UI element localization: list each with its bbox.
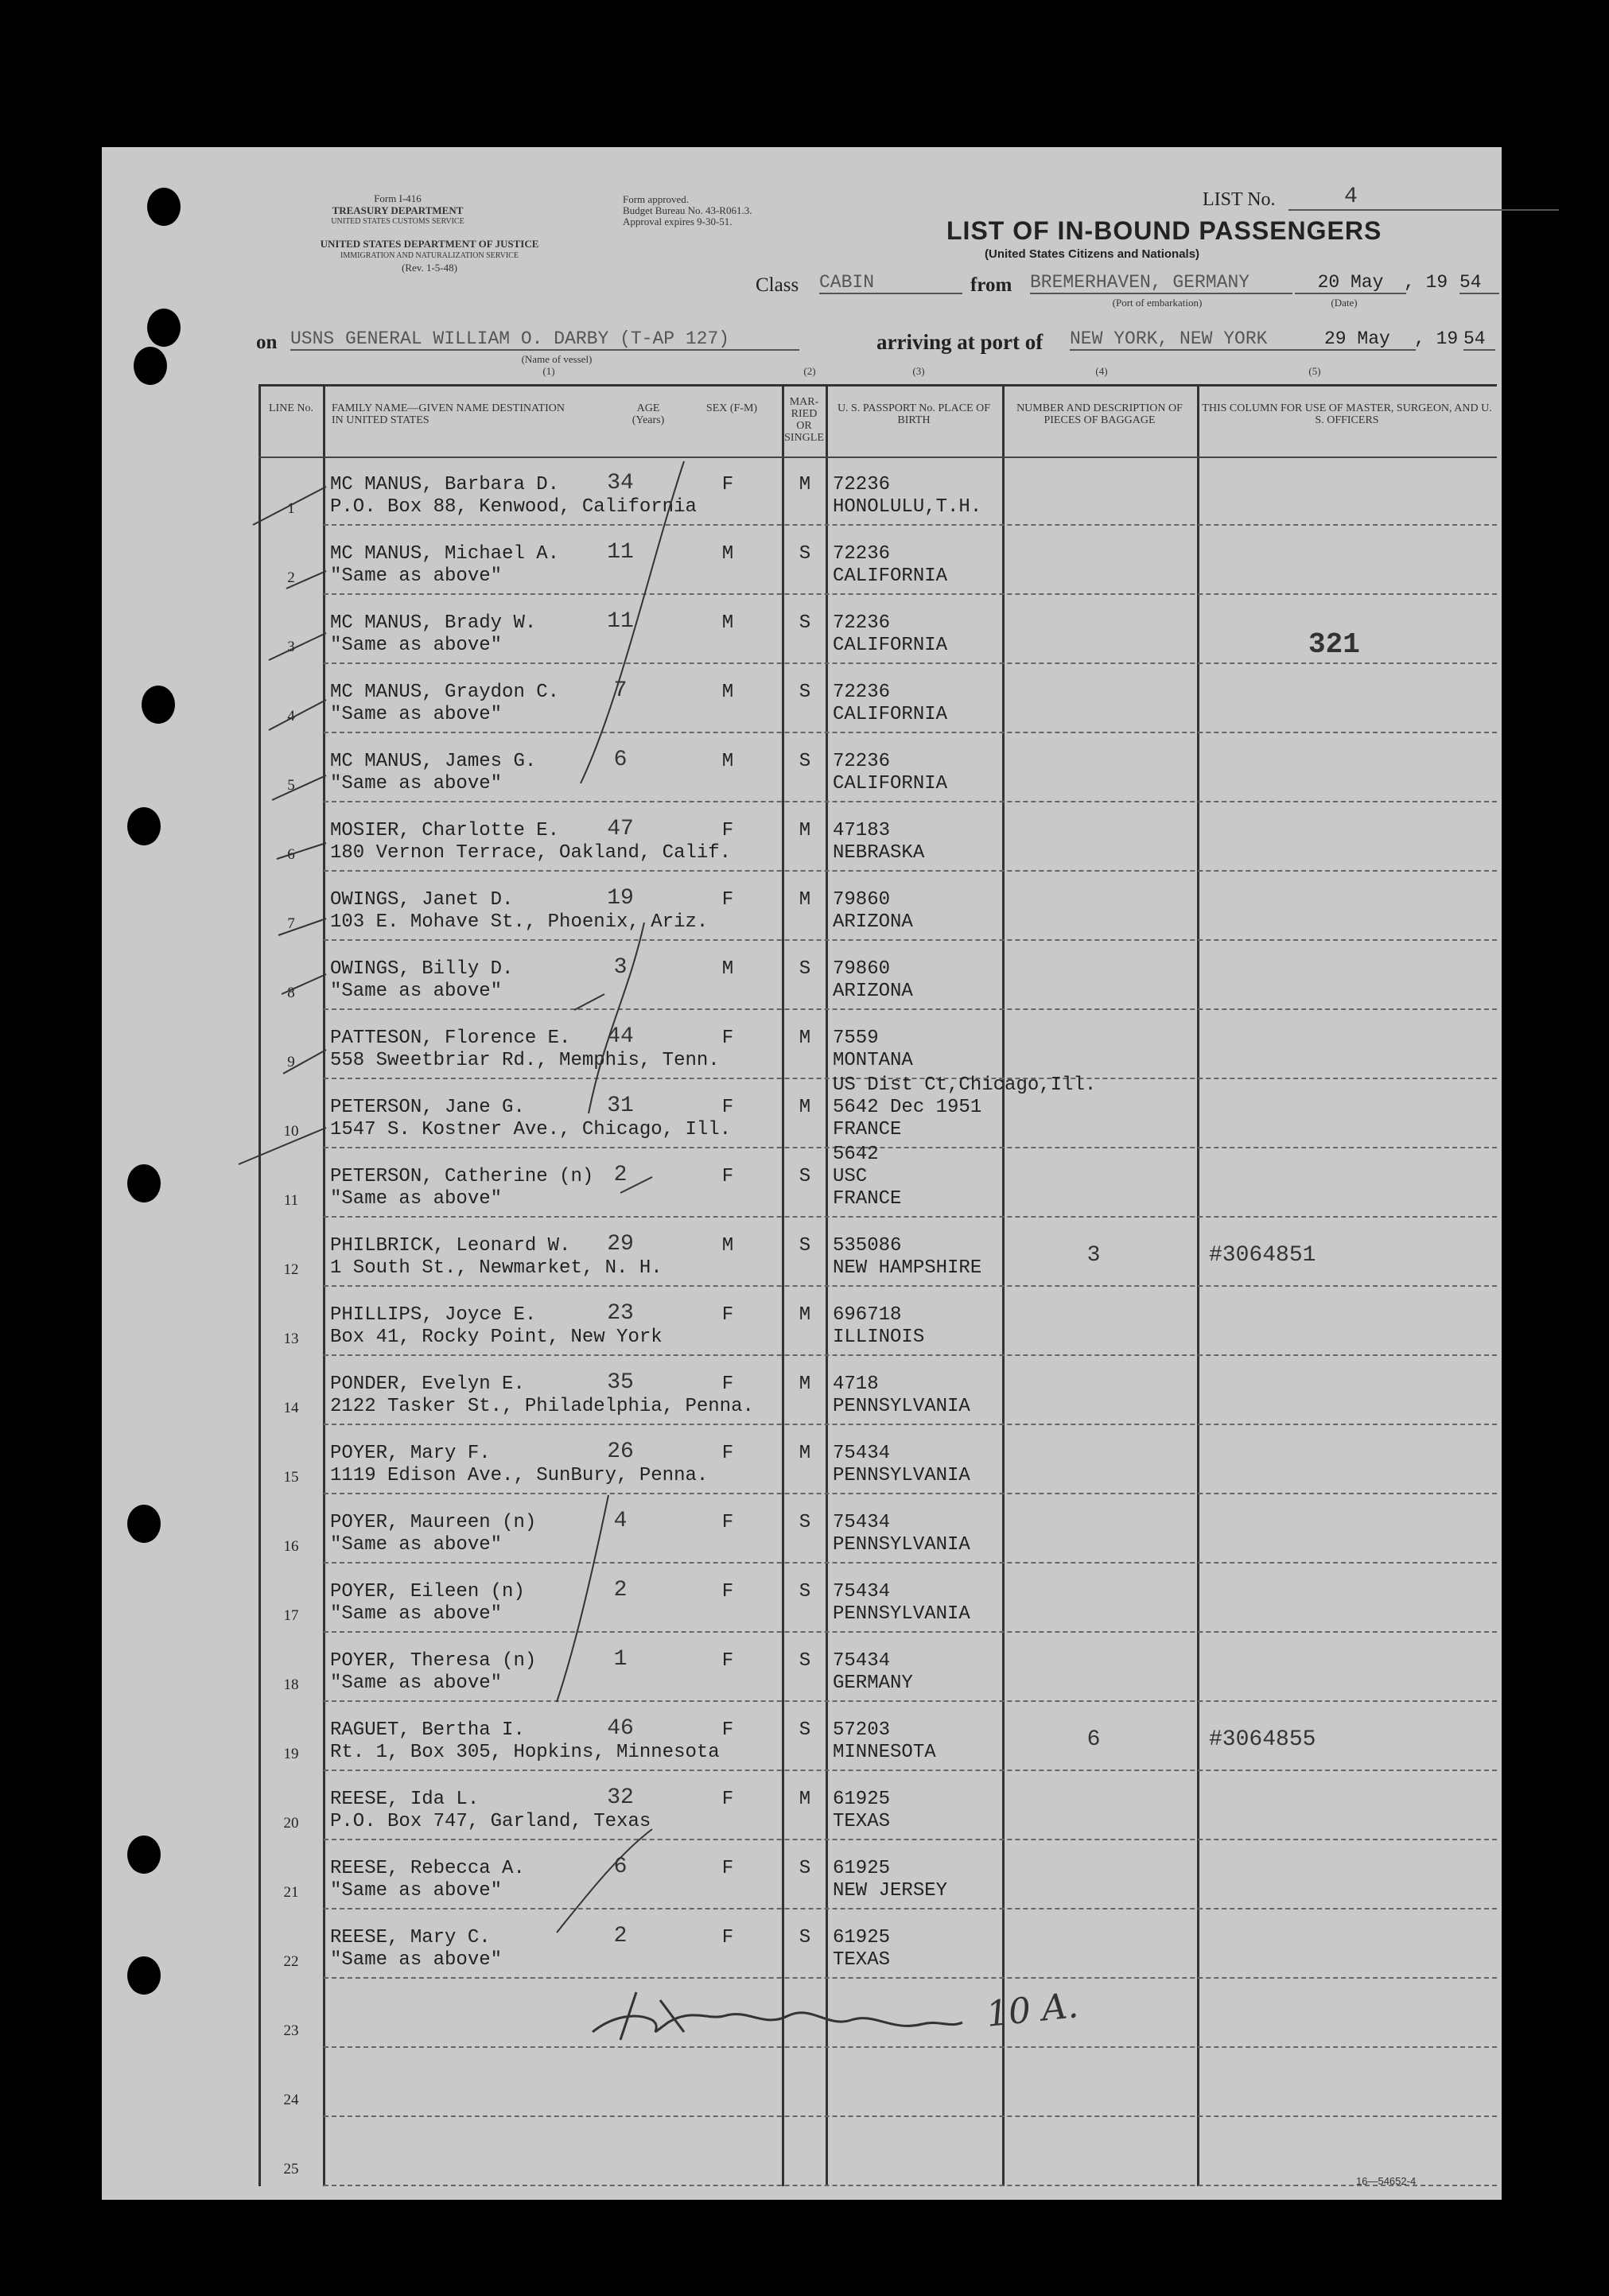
line-number: 15 xyxy=(283,1469,299,1486)
line-number: 24 xyxy=(283,2092,299,2108)
passenger-name: PHILBRICK, Leonard W. xyxy=(330,1235,571,1257)
list-no-label: LIST No. xyxy=(1203,189,1276,210)
passenger-name: MC MANUS, Barbara D. xyxy=(330,474,560,495)
arrival-port: NEW YORK, NEW YORK xyxy=(1070,328,1324,351)
place-of-birth: ARIZONA xyxy=(833,981,913,1002)
passenger-age: 26 xyxy=(607,1439,634,1464)
class-value: CABIN xyxy=(819,272,962,294)
passport-number: 5642 Dec 1951 xyxy=(833,1097,982,1118)
place-of-birth: FRANCE xyxy=(833,1188,902,1210)
passenger-age: 6 xyxy=(613,1855,628,1879)
marital-status: M xyxy=(799,1789,811,1810)
passenger-age: 1 xyxy=(613,1647,628,1672)
passenger-age: 31 xyxy=(607,1094,634,1118)
from-value: BREMERHAVEN, GERMANY xyxy=(1030,272,1292,294)
pen-stroke xyxy=(574,994,604,1010)
header-passport: U. S. PASSPORT No. PLACE OF BIRTH xyxy=(837,402,991,426)
arriving-label: arriving at port of xyxy=(876,330,1044,354)
line-number: 12 xyxy=(283,1261,299,1278)
marital-status: M xyxy=(799,1304,811,1326)
passenger-name: POYER, Eileen (n) xyxy=(330,1581,525,1603)
tick-mark xyxy=(272,775,326,800)
customs-service: UNITED STATES CUSTOMS SERVICE xyxy=(331,217,464,226)
line-number: 13 xyxy=(283,1331,299,1347)
passenger-age: 34 xyxy=(607,471,634,495)
place-of-birth: CALIFORNIA xyxy=(833,773,948,794)
pen-stroke xyxy=(557,1829,652,1933)
passenger-destination: P.O. Box 88, Kenwood, California xyxy=(330,496,697,518)
line-number: 19 xyxy=(283,1746,299,1762)
passenger-name: POYER, Maureen (n) xyxy=(330,1512,537,1533)
passenger-destination: 103 E. Mohave St., Phoenix, Ariz. xyxy=(330,911,709,933)
passenger-age: 7 xyxy=(613,678,628,703)
marital-status: S xyxy=(799,682,811,703)
passport-number: 47183 xyxy=(833,820,891,841)
passenger-sex: F xyxy=(721,1650,734,1672)
marital-status: M xyxy=(799,1097,811,1118)
marital-status: S xyxy=(799,612,811,634)
passport-number: 535086 xyxy=(833,1235,902,1257)
place-of-birth: MONTANA xyxy=(833,1050,913,1071)
treasury-dept: TREASURY DEPARTMENT xyxy=(332,204,464,216)
line-number: 11 xyxy=(283,1192,299,1209)
line-number: 18 xyxy=(283,1676,299,1693)
passport-number: 75434 xyxy=(833,1443,891,1464)
line-number: 25 xyxy=(283,2161,299,2178)
passenger-age: 46 xyxy=(607,1716,634,1741)
from-date: 20 May xyxy=(1295,272,1406,294)
officer-note: #3064855 xyxy=(1209,1727,1316,1752)
passenger-destination: Box 41, Rocky Point, New York xyxy=(330,1327,663,1348)
marital-status: S xyxy=(799,1719,811,1741)
col-number-5: (5) xyxy=(1308,365,1321,377)
justice-dept: UNITED STATES DEPARTMENT OF JUSTICE xyxy=(320,238,539,250)
passenger-name: MOSIER, Charlotte E. xyxy=(330,820,560,841)
line-number: 4 xyxy=(287,708,295,725)
passenger-sex: F xyxy=(721,1512,734,1533)
passenger-sex: F xyxy=(721,1166,734,1187)
passenger-destination: 558 Sweetbriar Rd., Memphis, Tenn. xyxy=(330,1050,720,1071)
marital-status: M xyxy=(799,1028,811,1049)
passenger-age: 6 xyxy=(613,748,628,772)
place-of-birth: ARIZONA xyxy=(833,911,913,933)
passenger-name: POYER, Mary F. xyxy=(330,1443,491,1464)
place-of-birth: CALIFORNIA xyxy=(833,565,948,587)
pen-stroke xyxy=(557,1495,608,1702)
passenger-sex: F xyxy=(721,1373,734,1395)
passport-number: 72236 xyxy=(833,543,891,565)
passenger-destination: "Same as above" xyxy=(330,635,503,656)
passenger-name: REESE, Mary C. xyxy=(330,1927,491,1948)
arrival-date: 29 May xyxy=(1324,328,1416,351)
marital-status: S xyxy=(799,1581,811,1603)
passenger-age: 47 xyxy=(607,817,634,841)
header-age: AGE (Years) xyxy=(632,402,665,426)
place-of-birth: PENNSYLVANIA xyxy=(833,1465,970,1486)
line-number: 6 xyxy=(287,846,295,863)
passport-number: 61925 xyxy=(833,1927,891,1948)
passenger-destination: 1 South St., Newmarket, N. H. xyxy=(330,1257,663,1279)
passenger-name: MC MANUS, Brady W. xyxy=(330,612,537,634)
officer-note: 321 xyxy=(1308,628,1360,661)
passport-number: 79860 xyxy=(833,889,891,911)
approval-line-1: Form approved. xyxy=(623,193,690,205)
form-number: Form I-416 xyxy=(374,192,422,204)
passenger-sex: F xyxy=(721,1581,734,1603)
passenger-age: 2 xyxy=(613,1578,628,1603)
passport-number: 61925 xyxy=(833,1858,891,1879)
passenger-destination: "Same as above" xyxy=(330,1949,503,1971)
passenger-destination: 180 Vernon Terrace, Oakland, Calif. xyxy=(330,842,732,864)
passenger-name: REESE, Ida L. xyxy=(330,1789,480,1810)
passenger-destination: "Same as above" xyxy=(330,1188,503,1210)
revision: (Rev. 1-5-48) xyxy=(402,262,457,274)
vessel-name: USNS GENERAL WILLIAM O. DARBY (T-AP 127) xyxy=(290,328,799,351)
tick-mark xyxy=(286,571,326,589)
passenger-name: POYER, Theresa (n) xyxy=(330,1650,537,1672)
passenger-destination: "Same as above" xyxy=(330,1534,503,1556)
port-embark-caption: (Port of embarkation) xyxy=(1112,297,1203,309)
on-label: on xyxy=(256,332,278,353)
marital-status: S xyxy=(799,1235,811,1257)
passenger-sex: F xyxy=(721,1097,734,1118)
header-name: FAMILY NAME—GIVEN NAME DESTINATION IN UNITED STATES xyxy=(332,402,565,426)
passenger-name: PATTESON, Florence E. xyxy=(330,1028,571,1049)
passenger-destination: "Same as above" xyxy=(330,1880,503,1902)
place-of-birth: NEBRASKA xyxy=(833,842,925,864)
passenger-age: 44 xyxy=(607,1024,634,1049)
line-number: 10 xyxy=(283,1123,299,1140)
passenger-name: REESE, Rebecca A. xyxy=(330,1858,525,1879)
baggage-count: 3 xyxy=(1086,1243,1101,1268)
line-number: 8 xyxy=(287,985,295,1001)
marital-status: S xyxy=(799,1650,811,1672)
col-number-3: (3) xyxy=(912,365,925,377)
tick-mark xyxy=(283,1050,326,1074)
place-of-birth: HONOLULU,T.H. xyxy=(833,496,982,518)
tick-mark xyxy=(239,1128,326,1164)
line-number: 9 xyxy=(287,1054,295,1070)
passenger-destination: P.O. Box 747, Garland, Texas xyxy=(330,1811,651,1832)
form-title: LIST OF IN-BOUND PASSENGERS xyxy=(946,216,1382,245)
place-of-birth: PENNSYLVANIA xyxy=(833,1396,970,1417)
passenger-sex: M xyxy=(721,751,734,772)
date-caption: (Date) xyxy=(1331,297,1358,309)
line-number: 14 xyxy=(283,1400,299,1416)
passenger-sex: M xyxy=(721,682,734,703)
passenger-name: RAGUET, Bertha I. xyxy=(330,1719,525,1741)
passport-number: 72236 xyxy=(833,682,891,703)
line-number: 7 xyxy=(287,915,295,932)
passenger-name: PETERSON, Catherine (n) xyxy=(330,1166,594,1187)
header-line-no: LINE No. xyxy=(269,402,313,414)
passport-number: 57203 xyxy=(833,1719,891,1741)
marital-status: M xyxy=(799,1373,811,1395)
passport-number: 7559 xyxy=(833,1028,879,1049)
passenger-age: 23 xyxy=(607,1301,634,1326)
passenger-age: 19 xyxy=(607,886,634,911)
passenger-destination: 1119 Edison Ave., SunBury, Penna. xyxy=(330,1465,709,1486)
passenger-sex: M xyxy=(721,543,734,565)
vessel-caption: (Name of vessel) xyxy=(521,353,593,365)
line-number: 21 xyxy=(283,1884,299,1901)
passenger-destination: "Same as above" xyxy=(330,1672,503,1694)
tick-mark xyxy=(278,919,326,935)
passenger-sex: F xyxy=(721,474,734,495)
passenger-destination: "Same as above" xyxy=(330,565,503,587)
passenger-name: PONDER, Evelyn E. xyxy=(330,1373,525,1395)
passport-number: 696718 xyxy=(833,1304,902,1326)
passenger-name: MC MANUS, Michael A. xyxy=(330,543,560,565)
marital-status: S xyxy=(799,1858,811,1879)
passenger-destination: 1547 S. Kostner Ave., Chicago, Ill. xyxy=(330,1119,732,1140)
passenger-sex: M xyxy=(721,1235,734,1257)
passenger-age: 29 xyxy=(607,1232,634,1257)
col-number-4: (4) xyxy=(1095,365,1108,377)
place-of-birth: PENNSYLVANIA xyxy=(833,1603,970,1625)
marital-status: S xyxy=(799,1166,811,1187)
line-number: 5 xyxy=(287,777,295,794)
col-number-1: (1) xyxy=(542,365,555,377)
col-number-2: (2) xyxy=(803,365,816,377)
year2-prefix: , 19 xyxy=(1414,328,1459,349)
header-officers: THIS COLUMN FOR USE OF MASTER, SURGEON, AND U. S. OFFICERS xyxy=(1202,402,1492,426)
tick-mark xyxy=(269,700,326,730)
place-of-birth: TEXAS xyxy=(833,1949,891,1971)
ins-service: IMMIGRATION AND NATURALIZATION SERVICE xyxy=(340,251,519,260)
line-number: 16 xyxy=(283,1538,299,1555)
passenger-name: MC MANUS, Graydon C. xyxy=(330,682,560,703)
passenger-sex: M xyxy=(721,612,734,634)
year1: 54 xyxy=(1459,272,1499,294)
passenger-age: 11 xyxy=(607,540,634,565)
passport-number: 75434 xyxy=(833,1512,891,1533)
marital-status: S xyxy=(799,751,811,772)
header-sex: SEX (F-M) xyxy=(705,402,758,414)
place-of-birth: PENNSYLVANIA xyxy=(833,1534,970,1556)
marital-status: S xyxy=(799,543,811,565)
passenger-age: 11 xyxy=(607,609,634,634)
marital-status: M xyxy=(799,820,811,841)
baggage-count: 6 xyxy=(1086,1727,1101,1752)
passport-number: 72236 xyxy=(833,751,891,772)
passenger-sex: F xyxy=(721,889,734,911)
passenger-destination: Rt. 1, Box 305, Hopkins, Minnesota xyxy=(330,1742,720,1763)
from-label: from xyxy=(970,274,1012,296)
pen-stroke xyxy=(589,923,644,1113)
passenger-age: 3 xyxy=(613,955,628,980)
passenger-sex: F xyxy=(721,1719,734,1741)
passport-number: USC xyxy=(833,1166,868,1187)
passport-number: 75434 xyxy=(833,1581,891,1603)
passenger-name: PHILLIPS, Joyce E. xyxy=(330,1304,537,1326)
passport-issuer: US Dist Ct,Chicago,Ill. xyxy=(833,1074,1097,1096)
marital-status: M xyxy=(799,474,811,495)
passenger-name: MC MANUS, James G. xyxy=(330,751,537,772)
place-of-birth: CALIFORNIA xyxy=(833,704,948,725)
passenger-sex: F xyxy=(721,820,734,841)
line-number: 23 xyxy=(283,2022,299,2039)
line-number: 1 xyxy=(287,500,295,517)
marital-status: M xyxy=(799,1443,811,1464)
marital-status: S xyxy=(799,1512,811,1533)
tick-mark xyxy=(277,843,326,859)
officer-note: #3064851 xyxy=(1209,1243,1316,1268)
passenger-destination: "Same as above" xyxy=(330,981,503,1002)
passenger-sex: M xyxy=(721,958,734,980)
marital-status: M xyxy=(799,889,811,911)
passenger-age: 32 xyxy=(607,1785,634,1810)
year2: 54 xyxy=(1463,328,1495,351)
passport-number: 4718 xyxy=(833,1373,879,1395)
header-married: MAR-RIED OR SINGLE xyxy=(784,396,824,444)
place-of-birth: NEW JERSEY xyxy=(833,1880,948,1902)
passenger-name: OWINGS, Janet D. xyxy=(330,889,514,911)
passport-number: 61925 xyxy=(833,1789,891,1810)
list-no-value: 4 xyxy=(1288,185,1559,211)
class-label: Class xyxy=(756,274,799,296)
passenger-destination: "Same as above" xyxy=(330,1603,503,1625)
line-number: 17 xyxy=(283,1607,299,1624)
passenger-age: 2 xyxy=(613,1924,628,1948)
approval-line-3: Approval expires 9-30-51. xyxy=(623,216,733,227)
passport-number: 72236 xyxy=(833,474,891,495)
tick-mark xyxy=(282,974,326,994)
tick-mark xyxy=(253,487,326,525)
passenger-destination: 2122 Tasker St., Philadelphia, Penna. xyxy=(330,1396,754,1417)
passport-number: 75434 xyxy=(833,1650,891,1672)
passenger-sex: F xyxy=(721,1443,734,1464)
approval-line-2: Budget Bureau No. 43-R061.3. xyxy=(623,204,752,216)
passenger-sex: F xyxy=(721,1304,734,1326)
passenger-destination: "Same as above" xyxy=(330,704,503,725)
marital-status: S xyxy=(799,958,811,980)
passenger-age: 4 xyxy=(613,1509,628,1533)
tick-mark xyxy=(269,633,326,660)
passenger-age: 2 xyxy=(613,1163,628,1187)
passenger-age: 35 xyxy=(607,1370,634,1395)
place-of-birth: CALIFORNIA xyxy=(833,635,948,656)
pen-stroke xyxy=(620,1177,652,1193)
passenger-name: OWINGS, Billy D. xyxy=(330,958,514,980)
passenger-sex: F xyxy=(721,1858,734,1879)
place-of-birth: FRANCE xyxy=(833,1119,902,1140)
marital-status: S xyxy=(799,1927,811,1948)
line-number: 20 xyxy=(283,1815,299,1832)
line-number: 22 xyxy=(283,1953,299,1970)
year1-prefix: , 19 xyxy=(1404,272,1448,293)
passport-number: 72236 xyxy=(833,612,891,634)
passport-issuer: 5642 xyxy=(833,1144,879,1165)
form-subtitle: (United States Citizens and Nationals) xyxy=(985,247,1200,261)
place-of-birth: MINNESOTA xyxy=(833,1742,936,1763)
form-footer-ref: 16—54652-4 xyxy=(1356,2175,1417,2187)
place-of-birth: ILLINOIS xyxy=(833,1327,925,1348)
line-number: 2 xyxy=(287,569,295,586)
place-of-birth: TEXAS xyxy=(833,1811,891,1832)
place-of-birth: GERMANY xyxy=(833,1672,913,1694)
passenger-sex: F xyxy=(721,1789,734,1810)
place-of-birth: NEW HAMPSHIRE xyxy=(833,1257,982,1279)
passenger-name: PETERSON, Jane G. xyxy=(330,1097,525,1118)
pen-stroke xyxy=(581,461,684,783)
line-number: 3 xyxy=(287,639,295,655)
header-baggage: NUMBER AND DESCRIPTION OF PIECES OF BAGGAGE xyxy=(1016,402,1183,426)
passport-number: 79860 xyxy=(833,958,891,980)
handwritten-annotation: 10 A. xyxy=(984,1985,1081,2035)
passenger-destination: "Same as above" xyxy=(330,773,503,794)
passenger-sex: F xyxy=(721,1028,734,1049)
passenger-sex: F xyxy=(721,1927,734,1948)
